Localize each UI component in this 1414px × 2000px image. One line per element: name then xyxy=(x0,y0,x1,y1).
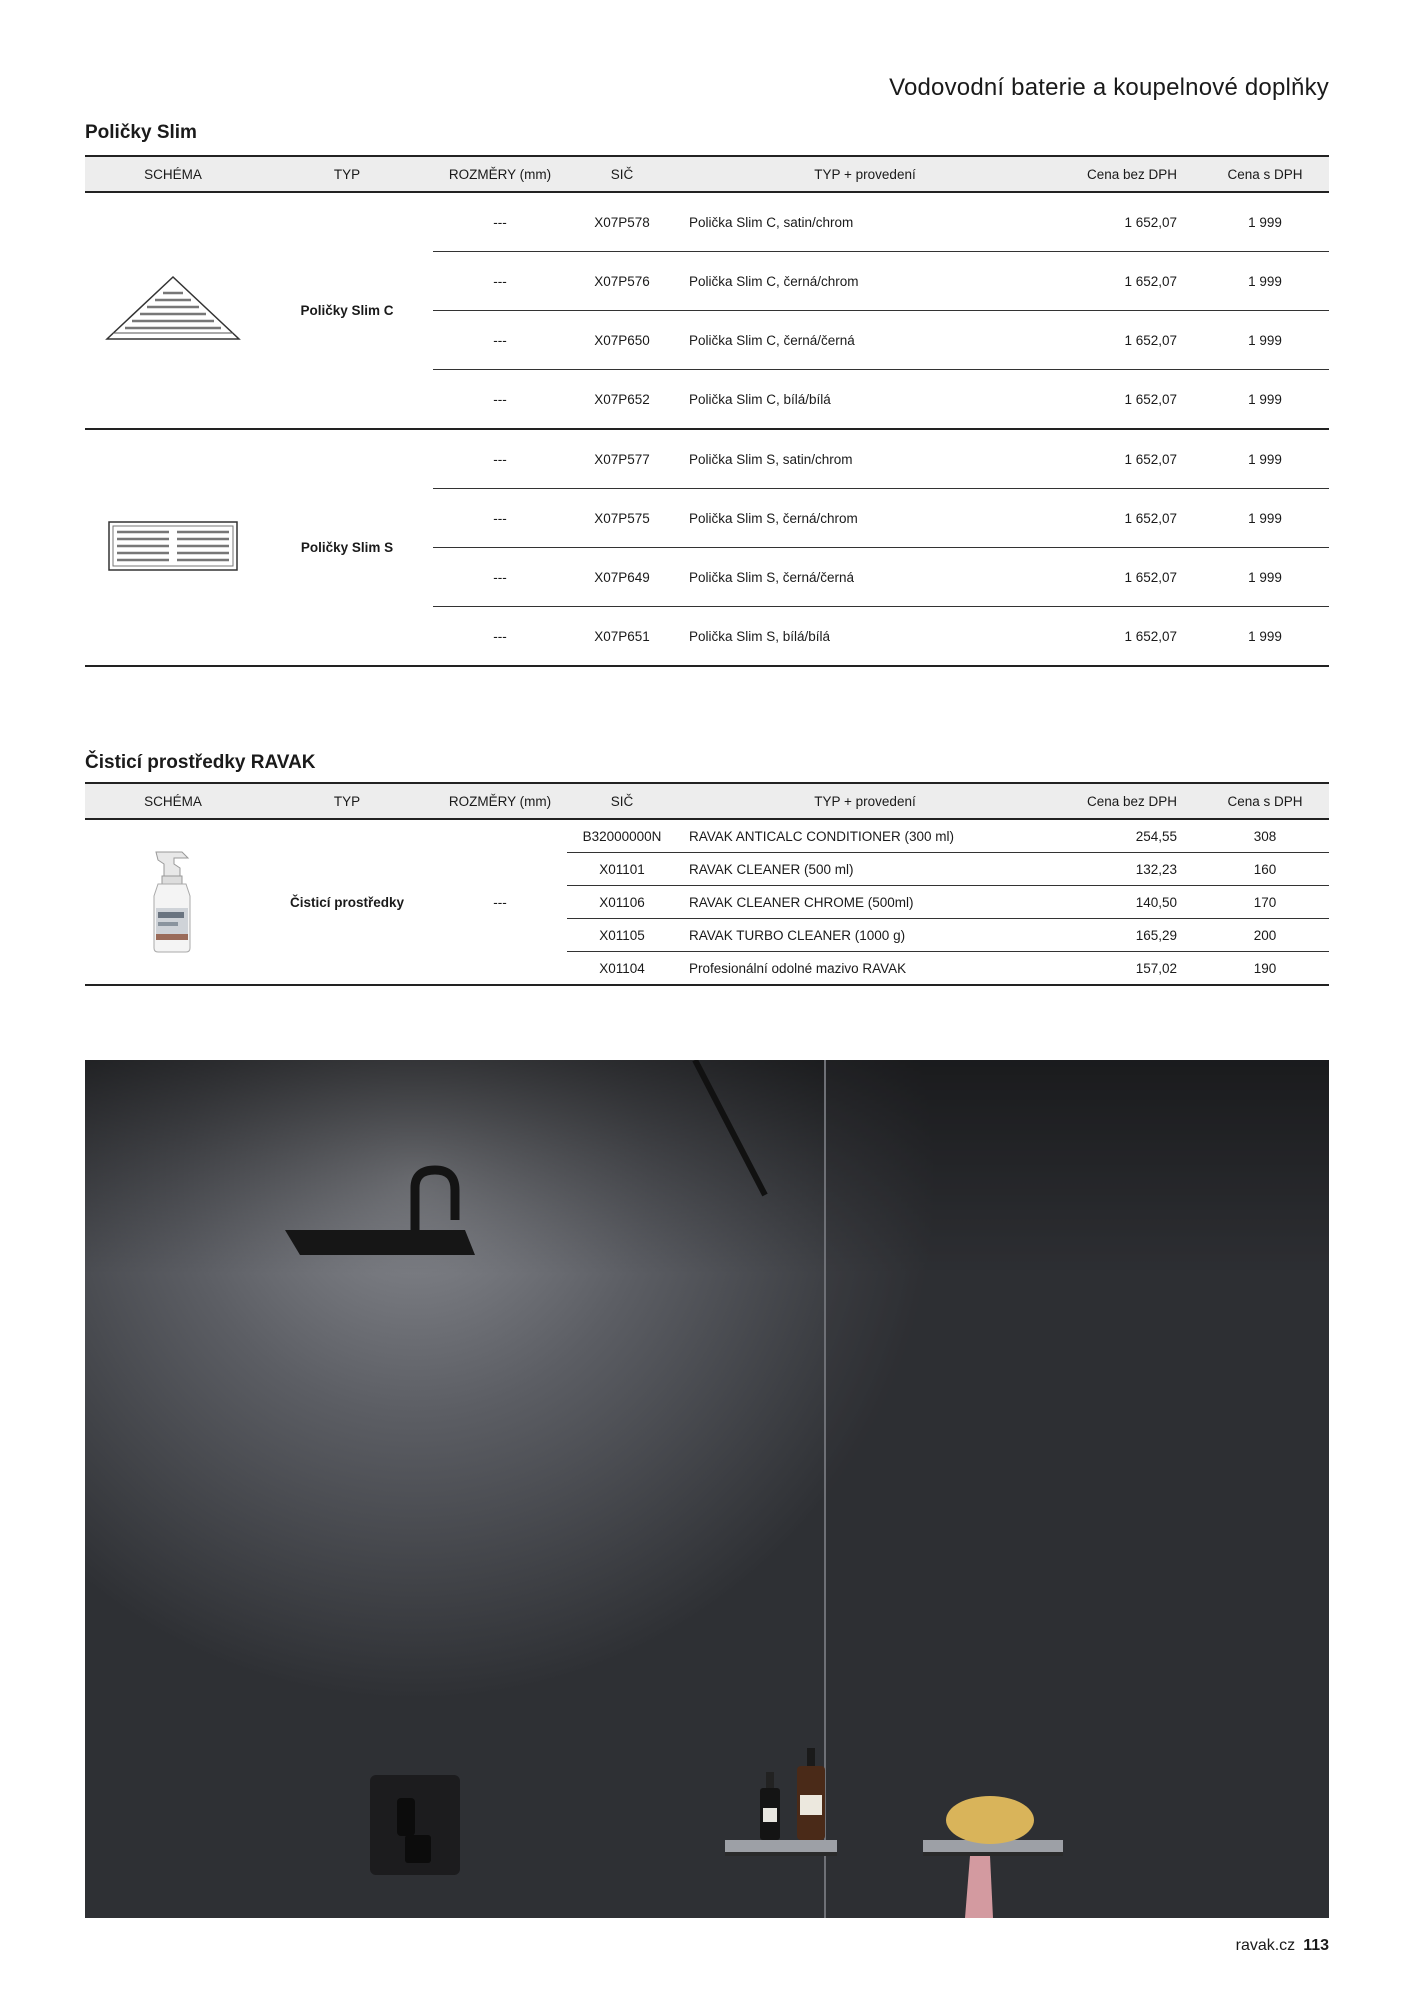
col-header-sic: SIČ xyxy=(567,783,677,819)
table-row: X01104 Profesionální odolné mazivo RAVAK 157,02 190 xyxy=(85,952,1329,986)
col-header-price-gross: Cena s DPH xyxy=(1201,156,1329,192)
table-row: --- X07P575 Polička Slim S, černá/chrom 1 652,07 1 999 xyxy=(85,489,1329,548)
table-row: Čisticí prostředky --- B32000000N RAVAK ANTICALC CONDITIONER (300 ml) 254,55 308 xyxy=(85,819,1329,853)
table-row: Poličky Slim S --- X07P577 Polička Slim S, satin/chrom 1 652,07 1 999 xyxy=(85,429,1329,489)
page-title: Vodovodní baterie a koupelnové doplňky xyxy=(889,74,1329,101)
section-title-shelves: Poličky Slim xyxy=(85,122,197,143)
page-footer xyxy=(1236,1937,1329,1955)
table-row: Poličky Slim C --- X07P578 Polička Slim C, satin/chrom 1 652,07 1 999 xyxy=(85,192,1329,252)
col-header-dims: ROZMĚRY (mm) xyxy=(433,156,567,192)
table-row: --- X07P651 Polička Slim S, bílá/bílá 1 652,07 1 999 xyxy=(85,607,1329,667)
table-row: --- X07P649 Polička Slim S, černá/černá 1 652,07 1 999 xyxy=(85,548,1329,607)
col-header-schema: SCHÉMA xyxy=(85,783,261,819)
shelves-table xyxy=(85,155,1329,667)
schema-cell xyxy=(85,819,261,985)
col-header-sic: SIČ xyxy=(567,156,677,192)
table-row: --- X07P650 Polička Slim C, černá/černá 1 652,07 1 999 xyxy=(85,311,1329,370)
type-cell: Čisticí prostředky xyxy=(261,819,433,985)
schema-cell xyxy=(85,192,261,429)
col-header-type: TYP xyxy=(261,783,433,819)
shower-photo xyxy=(85,1060,1329,1918)
table-row: X01105 RAVAK TURBO CLEANER (1000 g) 165,29 200 xyxy=(85,919,1329,952)
table-row: --- X07P576 Polička Slim C, černá/chrom 1 652,07 1 999 xyxy=(85,252,1329,311)
footer-site: ravak.cz xyxy=(1235,1937,1296,1954)
col-header-desc: TYP + provedení xyxy=(677,156,1053,192)
type-cell: Poličky Slim C xyxy=(261,192,433,429)
page-number: 113 xyxy=(1303,1937,1329,1954)
dims-cell: --- xyxy=(433,819,567,985)
spray-bottle-icon xyxy=(138,846,208,956)
table-row: X01106 RAVAK CLEANER CHROME (500ml) 140,50 170 xyxy=(85,886,1329,919)
section-title-cleaners: Čisticí prostředky RAVAK xyxy=(85,752,316,773)
col-header-price-gross: Cena s DPH xyxy=(1201,783,1329,819)
col-header-type: TYP xyxy=(261,156,433,192)
table-row: --- X07P652 Polička Slim C, bílá/bílá 1 652,07 1 999 xyxy=(85,370,1329,430)
col-header-schema: SCHÉMA xyxy=(85,156,261,192)
straight-shelf-icon xyxy=(103,518,243,574)
corner-shelf-icon xyxy=(103,273,243,345)
schema-cell xyxy=(85,429,261,666)
col-header-desc: TYP + provedení xyxy=(677,783,1053,819)
shower-scene-icon xyxy=(85,1060,1329,1918)
col-header-dims: ROZMĚRY (mm) xyxy=(433,783,567,819)
table-row: X01101 RAVAK CLEANER (500 ml) 132,23 160 xyxy=(85,853,1329,886)
type-cell: Poličky Slim S xyxy=(261,429,433,666)
cleaners-table xyxy=(85,782,1329,986)
col-header-price-net: Cena bez DPH xyxy=(1053,156,1201,192)
col-header-price-net: Cena bez DPH xyxy=(1053,783,1201,819)
